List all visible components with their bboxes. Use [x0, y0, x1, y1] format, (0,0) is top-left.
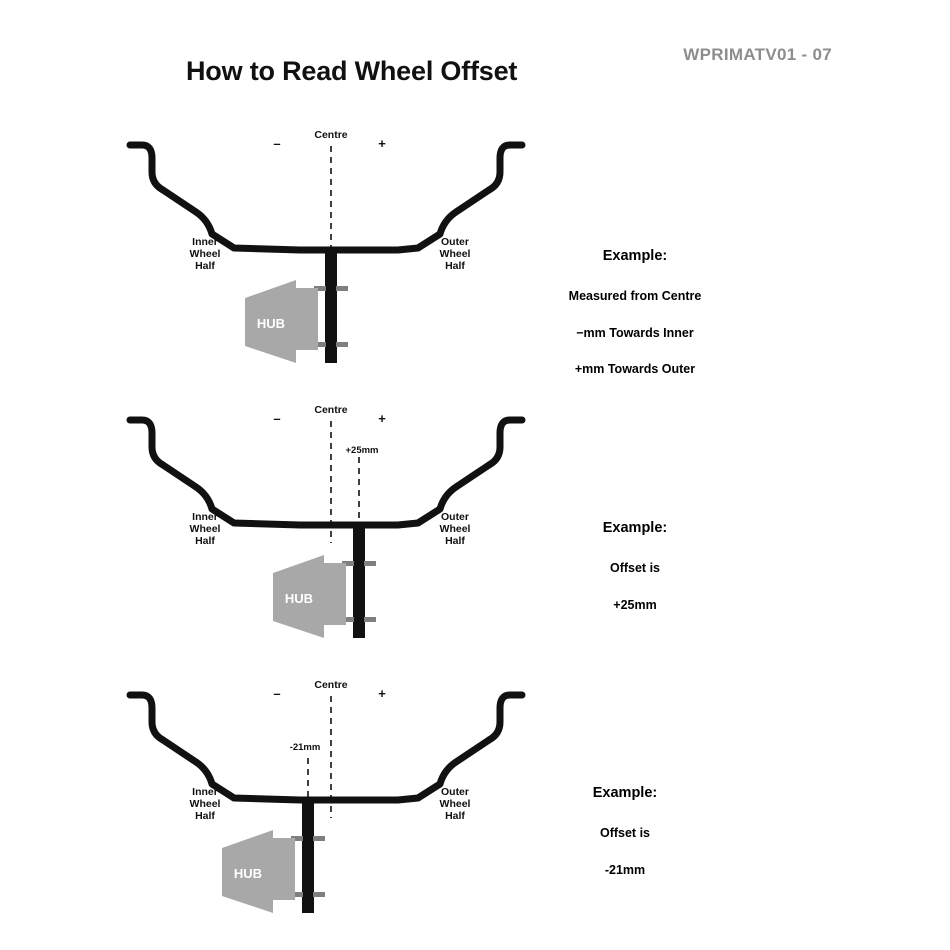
outer-wheel-half-line3: Half [445, 810, 465, 822]
callout-line-2: +25mm [613, 597, 657, 612]
inner-wheel-half-line1: Inner [192, 786, 218, 798]
outer-wheel-half-line3: Half [445, 260, 465, 272]
diagram-positive-offset [0, 395, 950, 665]
outer-wheel-half-line1: Outer [440, 511, 470, 523]
callout-zero-offset [500, 228, 770, 378]
callout-line-2: −mm Towards Inner [576, 325, 694, 340]
inner-wheel-half-line2: Wheel [189, 248, 221, 260]
inner-wheel-half-line1: Inner [192, 236, 218, 248]
callout-line-1: Offset is [609, 561, 660, 576]
callout-line-2: -21mm [604, 862, 646, 877]
callout-negative-offset [490, 765, 760, 879]
outer-wheel-half-line2: Wheel [439, 798, 471, 810]
outer-wheel-half-line1: Outer [440, 236, 470, 248]
offset-measure-label: -21mm [289, 742, 321, 753]
document-code: WPRIMATV01 - 07 [683, 45, 832, 64]
outer-wheel-half-line2: Wheel [439, 248, 471, 260]
hub-label: HUB [284, 591, 314, 606]
outer-wheel-half-line2: Wheel [439, 523, 471, 535]
inner-wheel-half-line3: Half [195, 535, 215, 547]
hub-label: HUB [233, 866, 263, 881]
callout-line-1: Measured from Centre [568, 289, 702, 304]
diagram-zero-offset [0, 120, 950, 390]
inner-wheel-half-line1: Inner [192, 511, 218, 523]
callout-heading: Example: [602, 520, 668, 537]
diagram-negative-offset [0, 670, 950, 940]
minus-sign: – [273, 411, 281, 426]
inner-wheel-half-line3: Half [195, 810, 215, 822]
callout-heading: Example: [602, 248, 668, 265]
centre-label: Centre [314, 404, 348, 416]
callout-positive-offset [500, 500, 770, 614]
centre-label: Centre [314, 679, 348, 691]
plus-sign: + [378, 411, 386, 426]
inner-wheel-half-line2: Wheel [189, 523, 221, 535]
callout-line-3: +mm Towards Outer [574, 361, 696, 376]
outer-wheel-half-line3: Half [445, 535, 465, 547]
outer-wheel-half-line1: Outer [440, 786, 470, 798]
inner-wheel-half-line2: Wheel [189, 798, 221, 810]
inner-wheel-half-line3: Half [195, 260, 215, 272]
plus-sign: + [378, 686, 386, 701]
minus-sign: – [273, 686, 281, 701]
page-title: How to Read Wheel Offset [186, 56, 518, 86]
hub-label: HUB [256, 316, 286, 331]
minus-sign: – [273, 136, 281, 151]
callout-line-1: Offset is [599, 826, 650, 841]
callout-heading: Example: [592, 785, 658, 802]
offset-measure-label: +25mm [345, 445, 379, 456]
plus-sign: + [378, 136, 386, 151]
centre-label: Centre [314, 129, 348, 141]
